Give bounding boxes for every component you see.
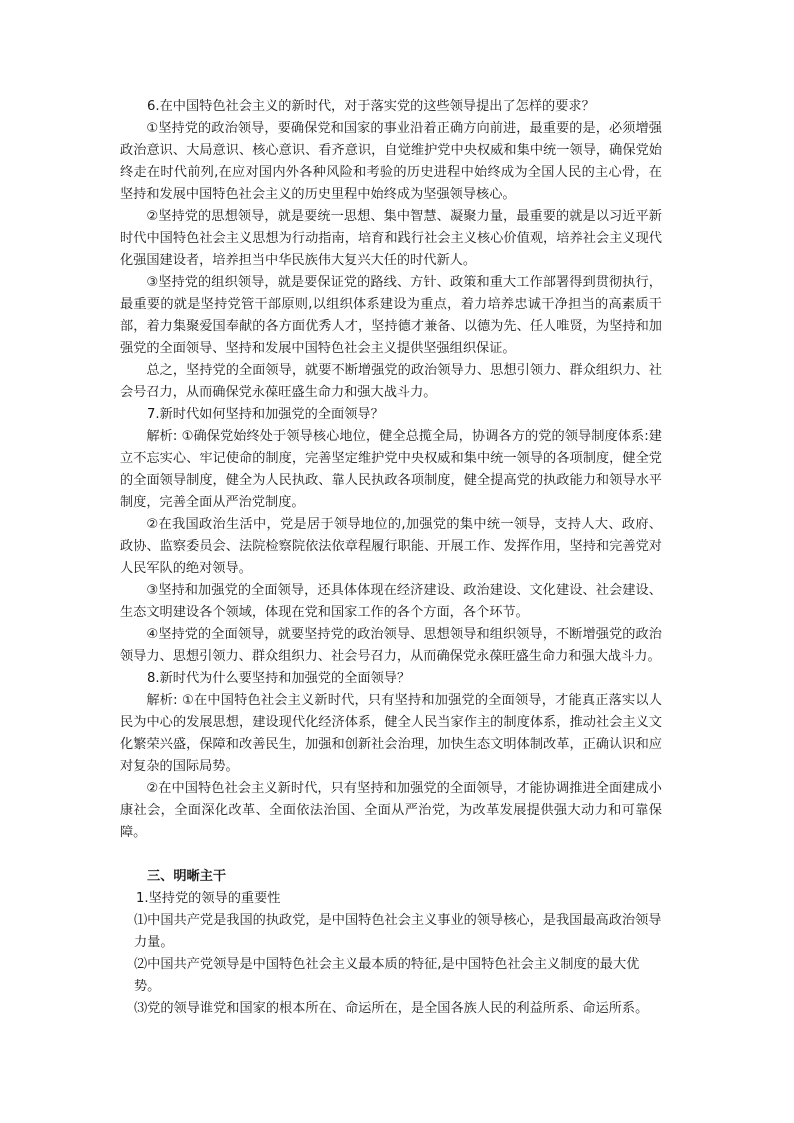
- question-6-paragraph-1: ①坚持党的政治领导，要确保党和国家的事业沿着正确方向前进，最重要的是，必须增强政治意识、大局意识、核心意识、看齐意识，自觉维护党中央权威和集中统一领导，确保党始终走在时代前列,在应对国内外各种风险和考验的历史进程中始终成为全国人民的主心骨，在坚持和发展中国特色社会主义的历史里程中始终成为坚强领导核心。: [120, 121, 662, 202]
- document-page: [120, 96, 662, 1020]
- question-7-paragraph-4: ④坚持党的全面领导，就要坚持党的政治领导、思想领导和组织领导，不断增强党的政治领导力、思想引领力、群众组织力、社会号召力，从而确保党永葆旺盛生命力和强大战斗力。: [120, 627, 662, 664]
- section-3-subheading: 1.坚持党的领导的重要性: [136, 891, 281, 906]
- question-8-title: 8.新时代为什么要坚持和加强党的全面领导？: [147, 671, 411, 686]
- section-3-item-2: ⑵中国共产党领导是中国特色社会主义最本质的特征,是中国特色社会主义制度的最大优势。: [134, 957, 640, 994]
- section-3-item-1: ⑴中国共产党是我国的执政党，是中国特色社会主义事业的领导核心，是我国最高政治领导力量。: [134, 913, 662, 950]
- question-6-summary: 总之，坚持党的全面领导，就要不断增强党的政治领导力、思想引领力、群众组织力、社会号召力，从而确保党永葆旺盛生命力和强大战斗力。: [120, 363, 662, 400]
- question-6-title: 6.在中国特色社会主义的新时代，对于落实党的这些领导提出了怎样的要求？: [147, 99, 595, 114]
- question-6-paragraph-3: ③坚持党的组织领导，就是要保证党的路线、方针、政策和重大工作部署得到贯彻执行，最重要的就是坚持党管干部原则,以组织体系建设为重点，着力培养忠诚干净担当的高素质干部，着力集聚爱国奉献的各方面优秀人才，坚持德才兼备、以德为先、任人唯贤，为坚持和加强党的全面领导、坚持和发展中国特色社会主义提供坚强组织保证。: [120, 275, 662, 356]
- question-8-paragraph-1: 解析: ①在中国特色社会主义新时代，只有坚持和加强党的全面领导，才能真正落实以人民为中心的发展思想，建设现代化经济体系，健全人民当家作主的制度体系，推动社会主义文化繁荣兴盛，保障和改善民生，加强和创新社会治理，加快生态文明体制改革，正确认识和应对复杂的国际局势。: [120, 693, 662, 774]
- question-7-title: 7.新时代如何坚持和加强党的全面领导？: [147, 407, 384, 422]
- question-7-paragraph-1: 解析: ①确保党始终处于领导核心地位，健全总揽全局，协调各方的党的领导制度体系:建立不忘实心、牢记使命的制度，完善坚定维护党中央权威和集中统一领导的各项制度，健全党的全面领导制度，健全为人民执政、靠人民执政各项制度，健全提高党的执政能力和领导水平制度，完善全面从严治党制度。: [120, 429, 662, 510]
- section-3-heading: 三、明晰主干: [147, 869, 227, 884]
- question-7-paragraph-3: ③坚持和加强党的全面领导，还具体体现在经济建设、政治建设、文化建设、社会建设、生态文明建设各个领域，体现在党和国家工作的各个方面，各个环节。: [120, 583, 662, 620]
- question-7-paragraph-2: ②在我国政治生活中，党是居于领导地位的,加强党的集中统一领导，支持人大、政府、政协、监察委员会、法院检察院依法依章程履行职能、开展工作、发挥作用，坚持和完善党对人民军队的绝对领导。: [120, 517, 662, 576]
- section-3-item-3: ⑶党的领导谁党和国家的根本所在、命运所在，是全国各族人民的利益所系、命运所系。: [134, 1001, 649, 1016]
- question-8-paragraph-2: ②在中国特色社会主义新时代，只有坚持和加强党的全面领导，才能协调推进全面建成小康社会，全面深化改革、全面依法治国、全面从严治党，为改革发展提供强大动力和可靠保障。: [120, 781, 662, 840]
- question-6-paragraph-2: ②坚持党的思想领导，就是要统一思想、集中智慧、凝聚力量，最重要的就是以习近平新时代中国特色社会主义思想为行动指南，培育和践行社会主义核心价值观，培养社会主义现代化强国建设者，培养担当中华民族伟大复兴大任的时代新人。: [120, 209, 662, 268]
